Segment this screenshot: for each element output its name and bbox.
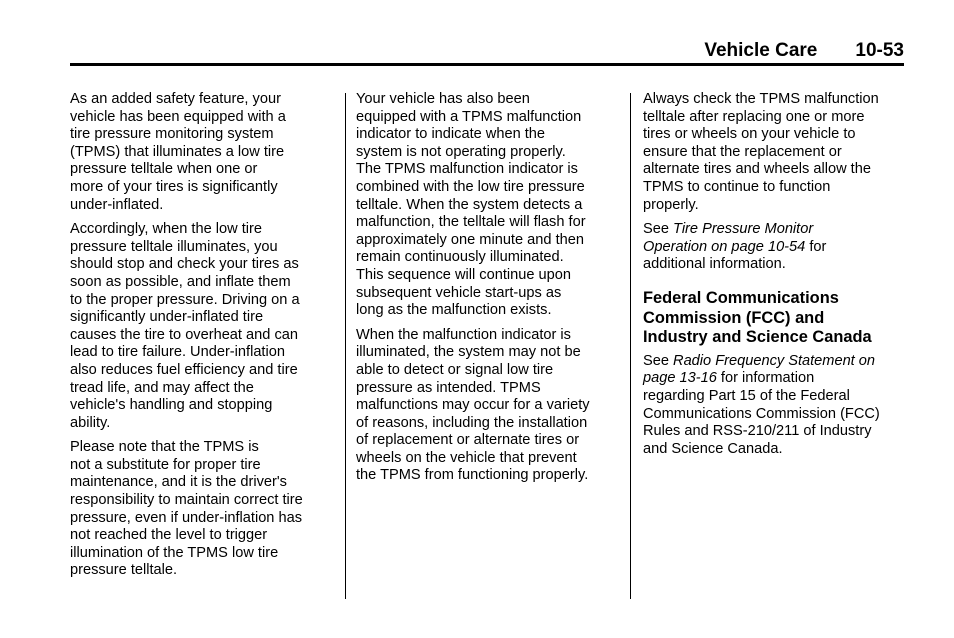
text-line: telltale after replacing one or more — [643, 108, 865, 125]
text-line: wheels on the vehicle that prevent — [356, 449, 577, 466]
text-line: illuminated, the system may not be — [356, 344, 581, 361]
header-rule — [70, 63, 904, 66]
text-line: indicator to indicate when the — [356, 126, 546, 143]
text-line: alternate tires and wheels allow the — [643, 161, 871, 178]
text-line: The TPMS malfunction indicator is — [356, 161, 578, 178]
text-column-1 — [70, 91, 332, 587]
cross-reference-link[interactable]: Radio Frequency Statement on — [673, 352, 876, 369]
text-line: tread life, and may affect the — [70, 379, 254, 396]
text-line: of reasons, including the installation — [356, 414, 588, 431]
text-line: under-inflated. — [70, 196, 164, 213]
text-line: able to detect or signal low tire — [356, 361, 554, 378]
text-line: vehicle has been equipped with a — [70, 108, 286, 125]
text-line: equipped with a TPMS malfunction — [356, 108, 582, 125]
text-line: illumination of the TPMS low tire — [70, 544, 279, 561]
text-line: Industry and Science Canada — [643, 328, 872, 347]
text-line: pressure as intended. TPMS — [356, 379, 541, 396]
text-line: pressure telltale. — [70, 562, 178, 579]
see-reference-paragraph: See Tire Pressure Monitor Operation on page 10-54 for additional information. — [643, 221, 827, 273]
text-line: significantly under-inflated tire — [70, 309, 264, 326]
text-line: pressure telltale illuminates, you — [70, 238, 278, 255]
text-line: properly. — [643, 196, 699, 213]
text-line: responsibility to maintain correct tire — [70, 492, 303, 509]
text-line: not reached the level to trigger — [70, 527, 268, 544]
text-line: Always check the TPMS malfunction — [643, 91, 879, 107]
text-line: Commission (FCC) and — [643, 308, 825, 327]
text-line: should stop and check your tires as — [70, 256, 299, 273]
text-line: tire pressure monitoring system — [70, 126, 274, 143]
text-line: telltale. When the system detects a — [356, 196, 583, 213]
text-line: ensure that the replacement or — [643, 143, 842, 160]
section-title: Vehicle Care — [704, 40, 818, 61]
paragraph — [643, 91, 905, 214]
text-line: combined with the low tire pressure — [356, 178, 585, 195]
text-line: vehicle's handling and stopping — [70, 397, 273, 414]
text-line: tires or wheels on your vehicle to — [643, 126, 856, 143]
text-line: Federal Communications — [643, 288, 839, 307]
text-column-3 — [643, 91, 905, 465]
paragraph-lines — [643, 388, 905, 458]
text-line: Rules and RSS-210/211 of Industry — [643, 423, 872, 440]
text-line: TPMS to continue to function — [643, 178, 831, 195]
text-line: to the proper pressure. Driving on a — [70, 291, 300, 308]
text-line: subsequent vehicle start-ups as — [356, 284, 562, 301]
text-line: When the malfunction indicator is — [356, 326, 571, 343]
text-line: regarding Part 15 of the Federal — [643, 387, 850, 404]
text-line: the TPMS from functioning properly. — [356, 467, 589, 484]
paragraph — [356, 327, 618, 485]
text-line: approximately one minute and then — [356, 231, 584, 248]
text-line: Accordingly, when the low tire — [70, 221, 262, 238]
text-line: lead to tire failure. Under-inflation — [70, 344, 285, 361]
text-line: not a substitute for proper tire — [70, 456, 261, 473]
page-number: 10-53 — [855, 40, 904, 61]
text-line: (TPMS) that illuminates a low tire — [70, 143, 285, 160]
text-line: system is not operating properly. — [356, 143, 566, 160]
text-line: maintenance, and it is the driver's — [70, 474, 287, 491]
text-line: pressure, even if under-inflation has — [70, 509, 303, 526]
column-divider — [345, 93, 346, 599]
text-line: and Science Canada. — [643, 440, 783, 457]
text-line: As an added safety feature, your — [70, 91, 281, 107]
cross-reference-link[interactable]: page 13-16 — [643, 370, 717, 387]
text-line: also reduces fuel efficiency and tire — [70, 361, 298, 378]
text-line: Your vehicle has also been — [356, 91, 530, 107]
text-line: of replacement or alternate tires or — [356, 432, 580, 449]
cross-reference-link[interactable]: Operation on page 10-54 — [643, 238, 806, 255]
paragraph — [70, 439, 332, 580]
text-line: malfunctions may occur for a variety — [356, 397, 590, 414]
text-line: causes the tire to overheat and can — [70, 326, 298, 343]
paragraph — [70, 221, 332, 432]
text-line: malfunction, the telltale will flash for — [356, 214, 586, 231]
see-reference-paragraph: See Radio Frequency Statement on page 13-16 for information regarding Part 15 of the Federal Communications Commission (FCC) Rules and RSS-210/211 of Industry and Science Canada. — [643, 353, 905, 459]
text-line: Please note that the TPMS is — [70, 439, 259, 456]
text-line: long as the malfunction exists. — [356, 302, 552, 319]
text-line: This sequence will continue upon — [356, 266, 571, 283]
text-line: pressure telltale when one or — [70, 161, 258, 178]
paragraph — [356, 91, 618, 320]
section-heading — [643, 289, 905, 348]
text-line: soon as possible, and inflate them — [70, 273, 291, 290]
page-header — [70, 38, 904, 64]
text-line: ability. — [70, 414, 111, 431]
text-column-2 — [356, 91, 618, 492]
text-line: more of your tires is significantly — [70, 178, 278, 195]
text-line: Communications Commission (FCC) — [643, 405, 880, 422]
cross-reference-link[interactable]: Tire Pressure Monitor — [673, 221, 814, 238]
text-line: remain continuously illuminated. — [356, 249, 564, 266]
paragraph — [70, 91, 332, 214]
column-divider — [630, 93, 631, 599]
